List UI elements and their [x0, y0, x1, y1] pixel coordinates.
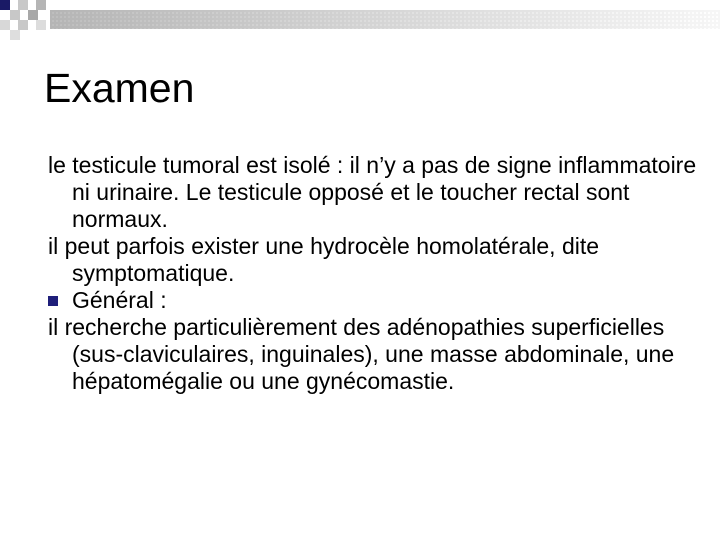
paragraph-4: il recherche particulièrement des adénopathies superficielles (sus-claviculaires, inguinales), une masse abdominale, une hépatomégalie ou une gynécomastie.	[48, 314, 675, 394]
paragraph-3: Général :	[72, 287, 167, 313]
paragraph-1: le testicule tumoral est isolé : il n’y a pas de signe inflammatoire ni urinaire. Le testicule opposé et le toucher rectal sont normaux.	[48, 152, 697, 232]
header-decoration	[0, 0, 720, 60]
slide-title: Examen	[44, 65, 195, 111]
slide-body	[48, 152, 698, 395]
bullet-item-general	[48, 287, 698, 314]
paragraph-2: il peut parfois exister une hydrocèle homolatérale, dite symptomatique.	[48, 233, 600, 286]
